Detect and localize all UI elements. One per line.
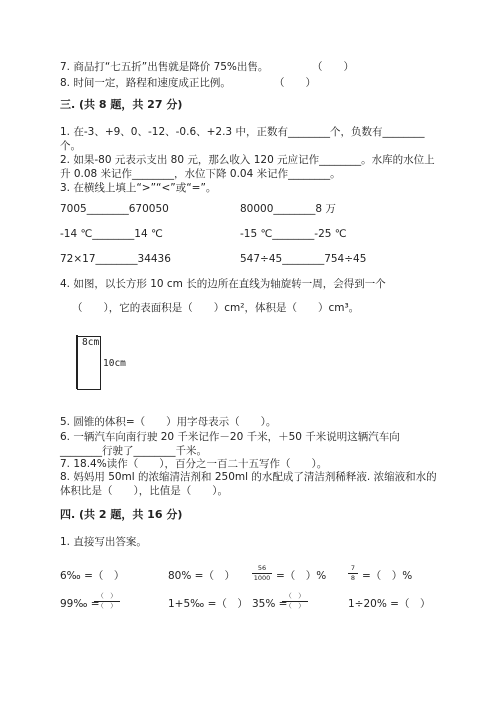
calc-r2-c: 35% = (252, 598, 288, 610)
calc-r1-d-rest: =（ ）% (362, 570, 413, 582)
calc-r2-c-denominator: （ ） (285, 602, 305, 610)
s3-q2-line2: 升 0.08 米记作________，水位下降 0.04 米记作________。 (60, 168, 341, 180)
s3-q1-line2: 个。 (60, 140, 81, 152)
calc-r2-a-fraction (94, 593, 120, 610)
calc-r2-a-denominator: （ ） (97, 602, 117, 610)
calc-r1-c-rest: =（ ）% (276, 570, 327, 582)
s3-q6-line2: ________行驶了________千米。 (60, 445, 207, 457)
compare-3-right: 547÷45________754÷45 (240, 253, 367, 265)
calc-r1-a: 6‰ =（ ） (60, 570, 125, 582)
calc-r2-b: 1+5‰ =（ ） (168, 598, 248, 610)
calc-r2-c-fraction (282, 593, 308, 610)
s3-q6-line1: 6. 一辆汽车向南行驶 20 千米记作－20 千米，＋50 千米说明这辆汽车向 (60, 431, 400, 443)
section-3-title: 三. (共 8 题，共 27 分) (60, 98, 183, 111)
s3-q7: 7. 18.4%读作（ ），百分之一百二十五写作（ ）。 (60, 458, 328, 470)
judge-item-8-answer[interactable]: （ ） (274, 77, 316, 89)
compare-1-right: 80000________8 万 (240, 203, 336, 215)
s3-q1-line1: 1. 在-3、+9、0、-12、-0.6、+2.3 中，正数有________个，负数有________ (60, 126, 425, 138)
s3-q3: 3. 在横线上填上“>”“<”或“=”。 (60, 182, 217, 194)
judge-item-7-answer[interactable]: （ ） (312, 61, 354, 73)
calc-r1-d-numerator: 7 (350, 564, 356, 572)
calc-r1-d-fraction (348, 565, 358, 582)
figure-height-label: 8cm (82, 337, 100, 348)
compare-1-left: 7005________670050 (60, 203, 169, 215)
calc-r1-d-denominator: 8 (350, 574, 356, 582)
compare-3-left: 72×17________34436 (60, 253, 171, 265)
calc-r2-c-numerator: （ ） (285, 592, 305, 600)
calc-r2-a-numerator: （ ） (97, 592, 117, 600)
judge-item-8: 8. 时间一定，路程和速度成正比例。 (60, 77, 231, 89)
s3-q8-line1: 8. 妈妈用 50ml 的浓缩清洁剂和 250ml 的水配成了清洁剂稀释液. 浓缩液和水的 (60, 471, 437, 483)
judge-item-7: 7. 商品打“七五折”出售就是降价 75%出售。 (60, 61, 269, 73)
s4-q1: 1. 直接写出答案。 (60, 536, 147, 548)
calc-r2-a: 99‰ = (60, 598, 100, 610)
calc-r1-c-denominator: 1000 (253, 574, 271, 582)
figure-width-label: 10cm (103, 358, 126, 369)
s3-q4-line1: 4. 如图，以长方形 10 cm 长的边所在直线为轴旋转一周，会得到一个 (60, 278, 386, 290)
calc-r1-c-fraction (252, 565, 272, 582)
compare-2-left: -14 ℃________14 ℃ (60, 228, 163, 240)
calc-r1-b: 80% =（ ） (168, 570, 235, 582)
s3-q4-line2: （ ），它的表面积是（ ）cm²，体积是（ ）cm³。 (72, 302, 360, 314)
calc-r2-d: 1÷20% =（ ） (348, 598, 431, 610)
s3-q2-line1: 2. 如果-80 元表示支出 80 元，那么收入 120 元应记作________。水库的水位上 (60, 154, 435, 166)
s3-q8-line2: 体积比是（ ），比值是（ ）。 (60, 485, 228, 497)
s3-q5: 5. 圆锥的体积=（ ）用字母表示（ ）。 (60, 416, 277, 428)
calc-r1-c-numerator: 56 (257, 564, 267, 572)
section-4-title: 四. (共 2 题，共 16 分) (60, 508, 183, 521)
compare-2-right: -15 ℃________-25 ℃ (240, 228, 347, 240)
